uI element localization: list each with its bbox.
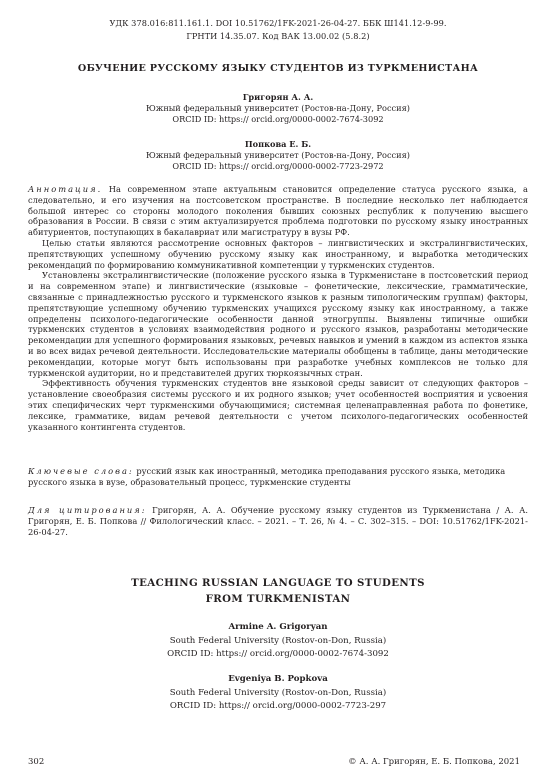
author-orcid: ORCID ID: https:// orcid.org/0000-0002-7674-3092 xyxy=(167,649,389,659)
codes-line-1: УДК 378.016:811.161.1. DOI 10.51762/1FK-2021-26-04-27. ББК Ш141.12-9-99. xyxy=(109,18,447,28)
abstract-text: На современном этапе актуальным становится определение статуса русского языка, а следовательно, и его изучения на постсоветском пространстве. В последние несколько лет наблюдается большой интерес со стороны молодого поколения бывших союзных республик к получению высшего образования в России. В связи с этим актуализируется проблема подготовки по русскому языку иностранных абитуриентов, поступающих в бакалавриат или магистратуру в вузы РФ. xyxy=(28,184,528,238)
author-name: Armine A. Grigoryan xyxy=(228,622,328,632)
author-ru-2 xyxy=(28,139,528,172)
page-number: 302 xyxy=(28,757,45,767)
author-name: Попкова Е. Б. xyxy=(244,139,312,149)
author-en-2 xyxy=(28,673,528,714)
abstract-paragraph-3: Установлены экстралингвистические (положение русского языка в Туркменистане в постсоветский период и на современном этапе) и лингвистические (языковые – фонетические, лексические, грамматические, связанные с принадлежностью русского и туркменского языков к разным типологическим группам) факторы, препятствующие успешному обучению туркменских учащихся русскому языку как иностранному, а также определены психолого-педагогические особенности данной этногруппы. Выявлены типичные ошибки туркменских студентов в условиях взаимодействия родного и русского языков, разработаны методические рекомендации для успешного формирования языковых, речевых навыков и умений в каждом из аспектов языка и во всех видах речевой деятельности. Исследовательские материалы обобщены в таблице, даны методические рекомендации, которые могут быть использованы при разработке учебных комплексов не только для туркменской аудитории, но и представителей других тюркоязычных стран. xyxy=(28,270,528,378)
title-russian: ОБУЧЕНИЕ РУССКОМУ ЯЗЫКУ СТУДЕНТОВ ИЗ ТУРКМЕНИСТАНА xyxy=(77,63,479,74)
keywords-label: Ключевые слова: xyxy=(28,466,134,476)
classification-codes xyxy=(28,17,528,42)
keywords-text: русский язык как иностранный, методика преподавания русского языка, методика русского языка в вузе, образовательный процесс, туркменские студенты xyxy=(28,466,506,487)
keywords xyxy=(28,466,528,488)
author-orcid: ORCID ID: https:// orcid.org/0000-0002-7674-3092 xyxy=(172,114,384,124)
codes-line-2: ГРНТИ 14.35.07. Код ВАК 13.00.02 (5.8.2) xyxy=(186,30,370,41)
author-affiliation: South Federal University (Rostov-on-Don, Russia) xyxy=(169,687,387,698)
author-affiliation: Южный федеральный университет (Ростов-на-Дону, Россия) xyxy=(146,150,410,160)
author-affiliation: Южный федеральный университет (Ростов-на-Дону, Россия) xyxy=(146,103,410,113)
author-orcid: ORCID ID: https:// orcid.org/0000-0002-7723-297 xyxy=(169,701,387,711)
author-name: Григорян А. А. xyxy=(242,92,314,102)
author-ru-1 xyxy=(28,92,528,125)
author-name: Evgeniya B. Popkova xyxy=(228,674,328,684)
title-english-line-1: TEACHING RUSSIAN LANGUAGE TO STUDENTS xyxy=(131,577,425,589)
abstract-paragraph-4: Эффективность обучения туркменских студентов вне языковой среды зависит от следующих факторов – установление своеобразия системы русского и их родного языков; учет особенностей восприятия и усвоения этих специфических черт туркменскими обучающимися; системная целенаправленная работа по фонетике, лексике, грамматике, видам речевой деятельности с учетом психолого-педагогических особенностей указанного контингента студентов. xyxy=(28,378,528,432)
abstract-paragraph-1 xyxy=(28,184,528,238)
citation-text: Григорян, А. А. Обучение русскому языку студентов из Туркменистана / А. А. Григорян, Е. Б. Попкова // Филологический класс. – 2021. – Т. 26, № 4. – С. 302–315. – DOI: 10.51762/1FK-2021-26-04-27. xyxy=(28,505,528,537)
author-affiliation: South Federal University (Rostov-on-Don, Russia) xyxy=(169,635,387,646)
citation xyxy=(28,505,528,538)
title-english xyxy=(28,576,528,607)
abstract xyxy=(28,184,528,432)
author-en-1 xyxy=(28,621,528,662)
author-orcid: ORCID ID: https:// orcid.org/0000-0002-7723-2972 xyxy=(172,161,384,171)
citation-label: Для цитирования: xyxy=(28,505,147,515)
title-english-line-2: FROM TURKMENISTAN xyxy=(205,592,351,605)
copyright-notice: © А. А. Григорян, Е. Б. Попкова, 2021 xyxy=(348,757,520,767)
abstract-paragraph-2: Целью статьи являются рассмотрение основных факторов – лингвистических и экстралингвистических, препятствующих успешному обучению русскому языку как иностранному, и выработка методических рекомендаций по формированию коммуникативной компетенции у туркменских студентов. xyxy=(28,237,528,270)
abstract-label: Аннотация. xyxy=(28,184,103,194)
